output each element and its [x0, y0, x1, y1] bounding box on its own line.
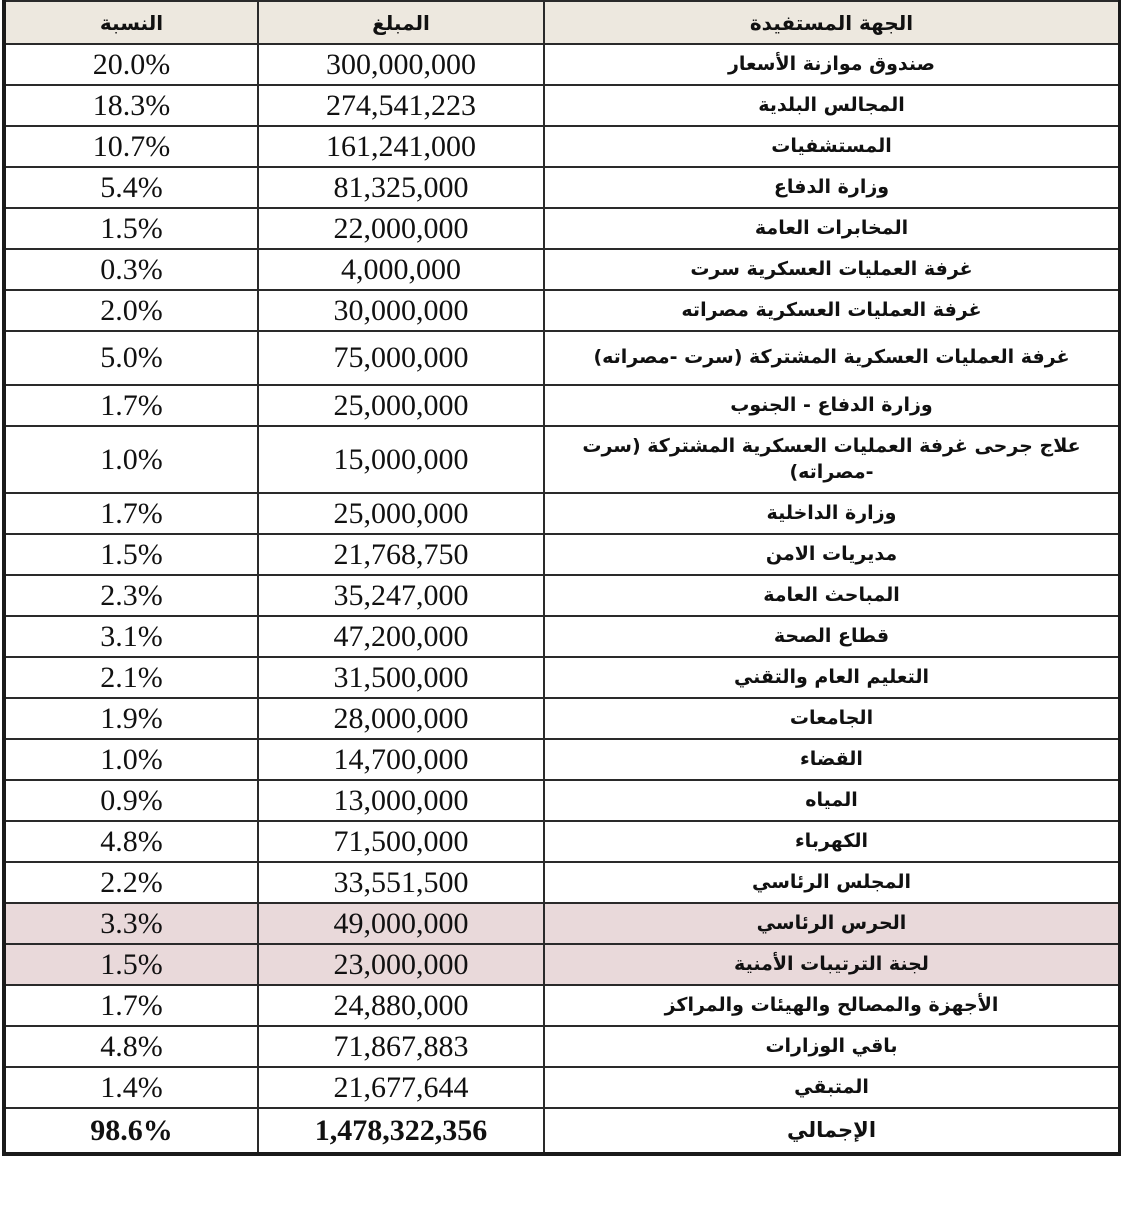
cell-amount: 25,000,000 [258, 493, 544, 534]
cell-entity: التعليم العام والتقني [544, 657, 1120, 698]
cell-entity: المباحث العامة [544, 575, 1120, 616]
cell-entity: صندوق موازنة الأسعار [544, 44, 1120, 85]
column-header-amount: المبلغ [258, 1, 544, 44]
cell-percent: 2.0% [4, 290, 258, 331]
table-row [4, 126, 1120, 167]
table-row [4, 657, 1120, 698]
cell-percent: 3.1% [4, 616, 258, 657]
cell-amount: 25,000,000 [258, 385, 544, 426]
total-amount: 1,478,322,356 [258, 1108, 544, 1154]
cell-entity: الكهرباء [544, 821, 1120, 862]
cell-percent: 2.3% [4, 575, 258, 616]
cell-amount: 24,880,000 [258, 985, 544, 1026]
cell-amount: 28,000,000 [258, 698, 544, 739]
cell-amount: 49,000,000 [258, 903, 544, 944]
cell-percent: 1.5% [4, 534, 258, 575]
cell-amount: 4,000,000 [258, 249, 544, 290]
cell-amount: 33,551,500 [258, 862, 544, 903]
cell-percent: 4.8% [4, 821, 258, 862]
cell-amount: 75,000,000 [258, 331, 544, 385]
cell-percent: 2.1% [4, 657, 258, 698]
cell-entity: غرفة العمليات العسكرية مصراته [544, 290, 1120, 331]
cell-percent: 1.5% [4, 208, 258, 249]
cell-entity: المستشفيات [544, 126, 1120, 167]
cell-amount: 81,325,000 [258, 167, 544, 208]
table-row [4, 780, 1120, 821]
cell-percent: 10.7% [4, 126, 258, 167]
cell-percent: 20.0% [4, 44, 258, 85]
cell-entity: المياه [544, 780, 1120, 821]
table-row [4, 944, 1120, 985]
cell-entity: غرفة العمليات العسكرية المشتركة (سرت -مصراته) [544, 331, 1120, 385]
cell-percent: 1.0% [4, 739, 258, 780]
cell-percent: 0.9% [4, 780, 258, 821]
cell-percent: 18.3% [4, 85, 258, 126]
cell-entity: باقي الوزارات [544, 1026, 1120, 1067]
cell-percent: 2.2% [4, 862, 258, 903]
cell-amount: 22,000,000 [258, 208, 544, 249]
table-row [4, 493, 1120, 534]
table-row [4, 1067, 1120, 1108]
cell-amount: 13,000,000 [258, 780, 544, 821]
cell-percent: 1.7% [4, 385, 258, 426]
cell-amount: 71,867,883 [258, 1026, 544, 1067]
cell-amount: 23,000,000 [258, 944, 544, 985]
cell-entity: المجالس البلدية [544, 85, 1120, 126]
cell-percent: 0.3% [4, 249, 258, 290]
cell-amount: 14,700,000 [258, 739, 544, 780]
cell-entity: القضاء [544, 739, 1120, 780]
header-row [4, 1, 1120, 44]
table-row [4, 575, 1120, 616]
table-row [4, 44, 1120, 85]
cell-amount: 35,247,000 [258, 575, 544, 616]
cell-amount: 31,500,000 [258, 657, 544, 698]
table-row [4, 385, 1120, 426]
table-row [4, 290, 1120, 331]
cell-percent: 1.4% [4, 1067, 258, 1108]
table-row [4, 249, 1120, 290]
cell-entity: غرفة العمليات العسكرية سرت [544, 249, 1120, 290]
cell-entity: وزارة الدفاع [544, 167, 1120, 208]
cell-amount: 47,200,000 [258, 616, 544, 657]
cell-percent: 4.8% [4, 1026, 258, 1067]
table-row [4, 1026, 1120, 1067]
cell-percent: 1.9% [4, 698, 258, 739]
column-header-percent: النسبة [4, 1, 258, 44]
cell-percent: 1.5% [4, 944, 258, 985]
cell-entity: الحرس الرئاسي [544, 903, 1120, 944]
cell-amount: 21,768,750 [258, 534, 544, 575]
table-row [4, 616, 1120, 657]
table-row [4, 739, 1120, 780]
cell-percent: 1.7% [4, 985, 258, 1026]
cell-percent: 1.7% [4, 493, 258, 534]
cell-amount: 300,000,000 [258, 44, 544, 85]
cell-entity: الأجهزة والمصالح والهيئات والمراكز [544, 985, 1120, 1026]
table-row [4, 167, 1120, 208]
table-row [4, 534, 1120, 575]
cell-entity: مديريات الامن [544, 534, 1120, 575]
table-row [4, 698, 1120, 739]
cell-amount: 30,000,000 [258, 290, 544, 331]
cell-percent: 3.3% [4, 903, 258, 944]
cell-entity: المخابرات العامة [544, 208, 1120, 249]
table-row [4, 426, 1120, 493]
cell-entity: وزارة الدفاع - الجنوب [544, 385, 1120, 426]
total-label: الإجمالي [544, 1108, 1120, 1154]
table-row [4, 208, 1120, 249]
cell-entity: الجامعات [544, 698, 1120, 739]
cell-entity: المتبقي [544, 1067, 1120, 1108]
table-body [4, 44, 1120, 1154]
cell-entity: قطاع الصحة [544, 616, 1120, 657]
cell-percent: 5.4% [4, 167, 258, 208]
cell-percent: 5.0% [4, 331, 258, 385]
table-row [4, 985, 1120, 1026]
cell-amount: 21,677,644 [258, 1067, 544, 1108]
table-row [4, 903, 1120, 944]
total-row [4, 1108, 1120, 1154]
cell-entity: لجنة الترتيبات الأمنية [544, 944, 1120, 985]
cell-amount: 71,500,000 [258, 821, 544, 862]
total-percent: 98.6% [4, 1108, 258, 1154]
table-row [4, 85, 1120, 126]
table-row [4, 821, 1120, 862]
cell-entity: المجلس الرئاسي [544, 862, 1120, 903]
cell-entity: وزارة الداخلية [544, 493, 1120, 534]
cell-percent: 1.0% [4, 426, 258, 493]
column-header-entity: الجهة المستفيدة [544, 1, 1120, 44]
cell-amount: 161,241,000 [258, 126, 544, 167]
table-row [4, 862, 1120, 903]
cell-amount: 15,000,000 [258, 426, 544, 493]
table-row [4, 331, 1120, 385]
cell-amount: 274,541,223 [258, 85, 544, 126]
budget-allocation-table [2, 0, 1121, 1156]
cell-entity: علاج جرحى غرفة العمليات العسكرية المشتركة (سرت -مصراته) [544, 426, 1120, 493]
